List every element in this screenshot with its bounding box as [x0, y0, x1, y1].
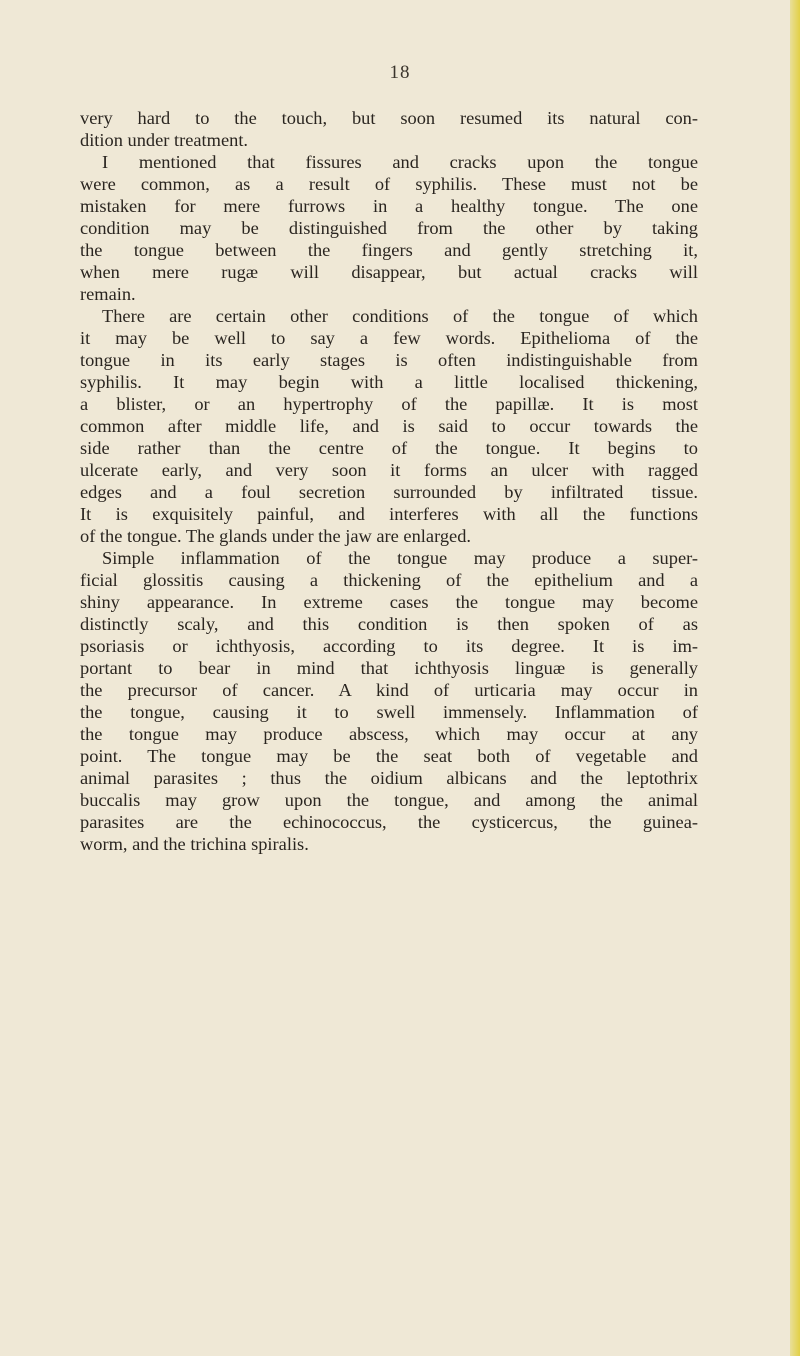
text-line: of the tongue. The glands under the jaw are enlarged.	[80, 526, 472, 546]
text-line: animal parasites ; thus the oidium albicans and the leptothrix	[80, 768, 698, 788]
text-line: edges and a foul secretion surrounded by infiltrated tissue.	[80, 482, 698, 502]
paragraph	[80, 107, 698, 151]
text-line: It is exquisitely painful, and interferes with all the functions	[80, 504, 698, 524]
text-line: dition under treatment.	[80, 130, 249, 150]
text-line: syphilis. It may begin with a little localised thickening,	[80, 372, 698, 392]
text-line: psoriasis or ichthyosis, according to its degree. It is im-	[80, 636, 698, 656]
text-line: mistaken for mere furrows in a healthy tongue. The one	[80, 196, 698, 216]
text-line: a blister, or an hypertrophy of the papillæ. It is most	[80, 394, 698, 414]
text-line: I mentioned that fissures and cracks upon the tongue	[102, 152, 698, 172]
text-line: very hard to the touch, but soon resumed its natural con-	[80, 108, 698, 128]
paragraph	[80, 151, 698, 305]
text-line: point. The tongue may be the seat both of vegetable and	[80, 746, 698, 766]
text-line: it may be well to say a few words. Epithelioma of the	[80, 328, 698, 348]
text-line: remain.	[80, 284, 136, 304]
text-line: were common, as a result of syphilis. These must not be	[80, 174, 698, 194]
text-line: the tongue between the fingers and gently stretching it,	[80, 240, 698, 260]
text-line: parasites are the echinococcus, the cysticercus, the guinea-	[80, 812, 698, 832]
text-line: the tongue, causing it to swell immensely. Inflammation of	[80, 702, 698, 722]
paragraph	[80, 305, 698, 547]
text-line: condition may be distinguished from the other by taking	[80, 218, 698, 238]
text-line: shiny appearance. In extreme cases the tongue may become	[80, 592, 698, 612]
text-line: common after middle life, and is said to occur towards the	[80, 416, 698, 436]
text-line: distinctly scaly, and this condition is then spoken of as	[80, 614, 698, 634]
text-line: buccalis may grow upon the tongue, and among the animal	[80, 790, 698, 810]
text-line: There are certain other conditions of the tongue of which	[102, 306, 698, 326]
page-edge	[790, 0, 800, 1356]
text-line: when mere rugæ will disappear, but actual cracks will	[80, 262, 698, 282]
text-line: the precursor of cancer. A kind of urticaria may occur in	[80, 680, 698, 700]
text-line: worm, and the trichina spiralis.	[80, 834, 309, 854]
text-line: ulcerate early, and very soon it forms an ulcer with ragged	[80, 460, 698, 480]
text-line: Simple inflammation of the tongue may produce a super-	[102, 548, 698, 568]
body-text	[80, 107, 698, 855]
page-number: 18	[389, 62, 411, 83]
text-line: side rather than the centre of the tongue. It begins to	[80, 438, 698, 458]
paragraph	[80, 547, 698, 855]
text-line: portant to bear in mind that ichthyosis linguæ is generally	[80, 658, 698, 678]
text-line: the tongue may produce abscess, which may occur at any	[80, 724, 698, 744]
text-line: tongue in its early stages is often indistinguishable from	[80, 350, 698, 370]
text-line: ficial glossitis causing a thickening of the epithelium and a	[80, 570, 698, 590]
